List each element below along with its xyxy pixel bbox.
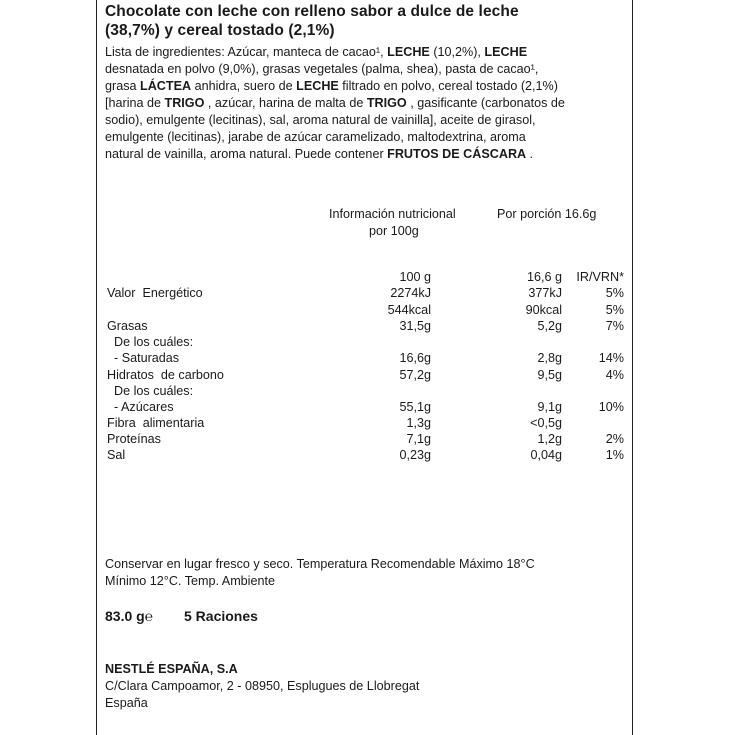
nutrient-name: Hidratos de carbono xyxy=(107,368,224,382)
nutrition-header-per100-sub: por 100g xyxy=(369,224,419,238)
ingredients-line5: sodio), emulgente (lecitinas), sal, aroma natural de vainilla], aceite de girasol, xyxy=(105,113,536,127)
unit-vrn: IR/VRN* xyxy=(576,270,624,284)
ingredients-line1 xyxy=(105,45,527,59)
value-per100: 16,6g xyxy=(399,351,431,365)
value-vrn: 10% xyxy=(598,400,624,414)
value-per100: 544kcal xyxy=(387,303,431,317)
product-title-line1: Chocolate con leche con relleno sabor a dulce de leche xyxy=(105,3,519,20)
value-vrn: 14% xyxy=(598,351,624,365)
allergen: TRIGO xyxy=(164,96,205,110)
nutrition-row xyxy=(105,432,627,448)
ingredients-line7 xyxy=(105,147,533,161)
nutrition-row xyxy=(105,416,627,432)
ingredients-text: [harina de xyxy=(105,96,165,110)
ingredients-text: Lista de ingredientes: Azúcar, manteca de cacao¹, xyxy=(105,45,388,59)
value-vrn: 5% xyxy=(605,303,624,317)
ingredients-text: natural de vainilla, aroma natural. Puede contener xyxy=(105,147,388,161)
value-portion: <0,5g xyxy=(530,416,562,430)
value-per100: 0,23g xyxy=(399,448,431,462)
allergen: LECHE xyxy=(296,79,339,93)
unit-portion: 16,6 g xyxy=(526,270,562,284)
value-per100: 7,1g xyxy=(406,432,431,446)
servings: 5 Raciones xyxy=(184,608,258,624)
nutrient-name: De los cuáles: xyxy=(107,335,194,349)
nutrition-row xyxy=(105,351,627,367)
allergen: TRIGO xyxy=(366,96,407,110)
value-vrn: 1% xyxy=(605,448,624,462)
storage-line1: Conservar en lugar fresco y seco. Temperatura Recomendable Máximo 18°C xyxy=(105,557,535,571)
nutrient-name: - Azúcares xyxy=(107,400,174,414)
value-portion: 1,2g xyxy=(537,432,562,446)
value-per100: 1,3g xyxy=(406,416,431,430)
ingredients-text: anhidra, suero de xyxy=(191,79,297,93)
ingredients-text: , azúcar, harina de malta de xyxy=(204,96,367,110)
ingredients-text: filtrado en polvo, cereal tostado (2,1%) xyxy=(338,79,558,93)
value-portion: 2,8g xyxy=(537,351,562,365)
value-portion: 9,1g xyxy=(537,400,562,414)
manufacturer-country: España xyxy=(105,696,148,710)
nutrition-row xyxy=(105,368,627,384)
nutrient-name: Valor Energético xyxy=(107,286,203,300)
ingredients-line6: emulgente (lecitinas), jarabe de azúcar caramelizado, maltodextrina, aroma xyxy=(105,130,526,144)
value-per100: 31,5g xyxy=(399,319,431,333)
nutrition-row xyxy=(105,335,627,351)
allergen: LECHE xyxy=(484,45,528,59)
unit-per100: 100 g xyxy=(399,270,431,284)
ingredients-line2: desnatada en polvo (9,0%), grasas vegetales (palma, shea), pasta de cacao¹, xyxy=(105,62,539,76)
nutrient-name: De los cuáles: xyxy=(107,384,194,398)
allergen: LECHE xyxy=(387,45,430,59)
net-weight: 83.0 g℮ xyxy=(105,608,154,624)
value-vrn: 7% xyxy=(605,319,624,333)
ingredients-text: , gasificante (carbonatos de xyxy=(406,96,565,110)
allergen: LÁCTEA xyxy=(140,79,192,93)
ingredients-line3 xyxy=(105,79,558,93)
value-vrn: 2% xyxy=(605,432,624,446)
manufacturer-address: C/Clara Campoamor, 2 - 08950, Esplugues de Llobregat xyxy=(105,679,420,693)
nutrition-units-row xyxy=(105,270,627,286)
value-per100: 2274kJ xyxy=(390,286,431,300)
ingredients-line4 xyxy=(105,96,565,110)
nutrient-name: Fibra alimentaria xyxy=(107,416,205,430)
value-portion: 377kJ xyxy=(528,286,562,300)
product-title-line2: (38,7%) y cereal tostado (2,1%) xyxy=(105,22,335,39)
manufacturer-name: NESTLÉ ESPAÑA, S.A xyxy=(105,662,238,676)
nutrient-name: Grasas xyxy=(107,319,148,333)
value-per100: 55,1g xyxy=(399,400,431,414)
nutrition-row xyxy=(105,400,627,416)
ingredients-text: . xyxy=(526,147,534,161)
nutrient-name: Proteínas xyxy=(107,432,161,446)
nutrition-row xyxy=(105,319,627,335)
nutrient-name: - Saturadas xyxy=(107,351,180,365)
allergen: FRUTOS DE CÁSCARA xyxy=(387,147,527,161)
value-portion: 0,04g xyxy=(530,448,562,462)
value-vrn: 5% xyxy=(605,286,624,300)
value-portion: 5,2g xyxy=(537,319,562,333)
value-portion: 9,5g xyxy=(537,368,562,382)
value-portion: 90kcal xyxy=(525,303,562,317)
storage-line2: Mínimo 12°C. Temp. Ambiente xyxy=(105,574,275,588)
nutrition-row xyxy=(105,286,627,302)
value-per100: 57,2g xyxy=(399,368,431,382)
nutrition-row xyxy=(105,303,627,319)
nutrition-header-per100: Información nutricional xyxy=(329,207,456,221)
nutrition-header-portion: Por porción 16.6g xyxy=(497,207,597,221)
nutrient-name: Sal xyxy=(107,448,126,462)
nutrition-row xyxy=(105,448,627,464)
ingredients-text: (10,2%), xyxy=(429,45,485,59)
nutrition-row xyxy=(105,384,627,400)
ingredients-text: grasa xyxy=(105,79,141,93)
value-vrn: 4% xyxy=(605,368,624,382)
